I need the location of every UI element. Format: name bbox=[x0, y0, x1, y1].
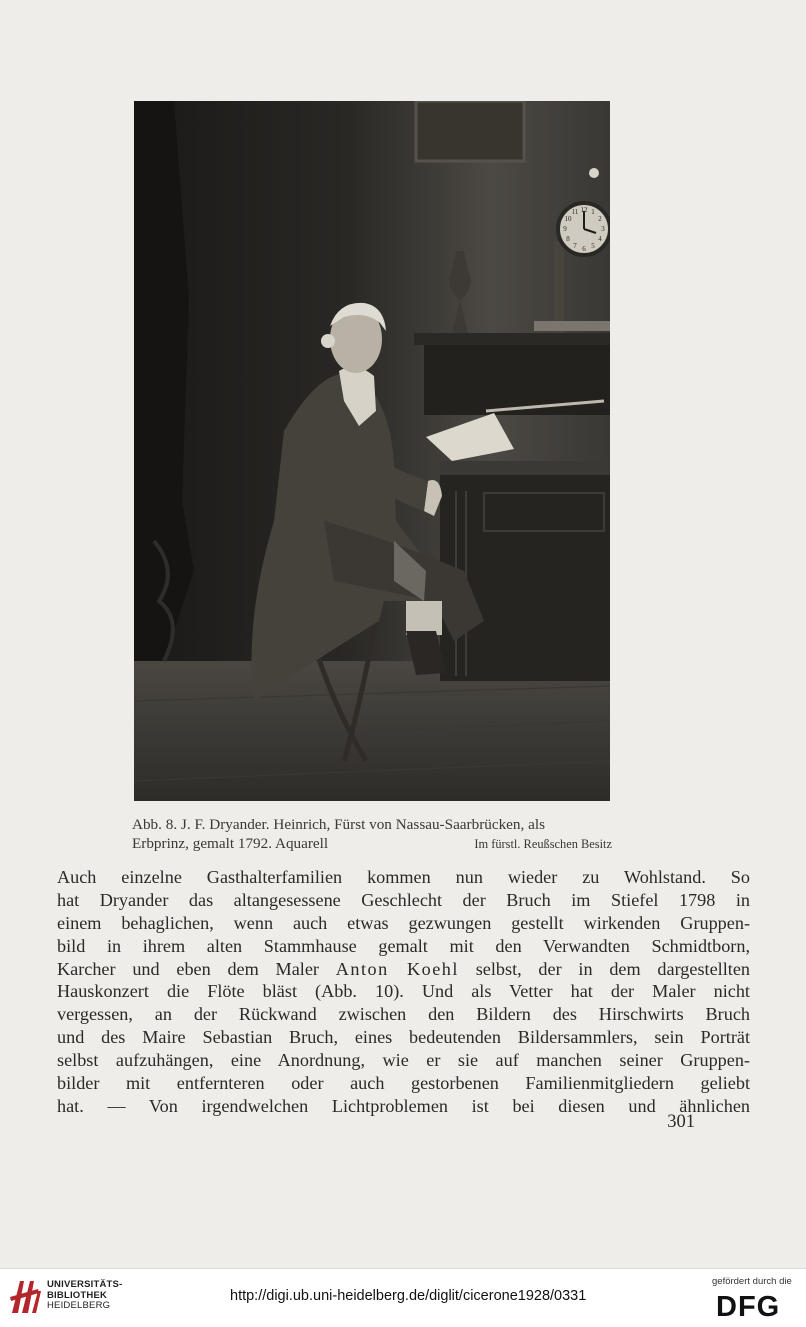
clock-numeral: 4 bbox=[598, 235, 602, 243]
text-line: und des Maire Sebastian Bruch, eines bedeutenden Bildersammlers, sein Porträt bbox=[57, 1027, 750, 1048]
text-line: hat Dryander das altangesessene Geschlecht der Bruch im Stiefel 1798 in bbox=[57, 889, 750, 910]
funder-label: gefördert durch die bbox=[712, 1276, 792, 1287]
text-run: selbst, der in dem dargestellten bbox=[475, 958, 750, 979]
library-name bbox=[47, 1280, 122, 1312]
clock-numeral: 12 bbox=[580, 206, 588, 214]
permalink-url[interactable]: http://digi.ub.uni-heidelberg.de/diglit/cicerone1928/0331 bbox=[230, 1288, 587, 1304]
clock-numeral: 3 bbox=[601, 225, 605, 233]
clock-numeral: 1 bbox=[591, 208, 595, 216]
artist-name: Anton Koehl bbox=[335, 958, 459, 979]
dfg-logo-icon bbox=[716, 1291, 796, 1319]
text-line bbox=[57, 958, 750, 981]
text-line: selbst aufzuhängen, eine Anordnung, wie er sie auf manchen seiner Gruppen- bbox=[57, 1050, 750, 1071]
library-name-line: HEIDELBERG bbox=[47, 1300, 111, 1311]
fireplace bbox=[424, 345, 610, 415]
wall-picture bbox=[416, 101, 524, 161]
clock-numeral: 2 bbox=[598, 215, 602, 223]
clock-numeral: 11 bbox=[571, 208, 579, 216]
portrait-plate bbox=[134, 101, 610, 801]
text-run: Karcher und eben dem Maler bbox=[57, 958, 319, 979]
caption-line: Erbprinz, gemalt 1792. Aquarell bbox=[132, 834, 329, 852]
caption-line: Abb. 8. J. F. Dryander. Heinrich, Fürst von Nassau-Saarbrücken, als bbox=[132, 816, 545, 833]
clock-numeral: 7 bbox=[573, 242, 577, 250]
library-name-line: BIBLIOTHEK bbox=[47, 1289, 108, 1301]
text-line: Hauskonzert die Flöte bläst (Abb. 10). Und als Vetter hat der Maler nicht bbox=[57, 981, 750, 1002]
fireplace-mantel bbox=[414, 333, 610, 345]
text-line: bilder mit entfernteren oder auch gestorbenen Familienmitgliedern geliebt bbox=[57, 1073, 750, 1094]
caption-credit: Im fürstl. Reußschen Besitz bbox=[474, 836, 612, 851]
viewer-footer bbox=[0, 1268, 806, 1327]
text-line: bild in ihrem alten Stammhause gemalt mit den Verwandten Schmidtborn, bbox=[57, 935, 750, 956]
clock-numeral: 5 bbox=[591, 242, 595, 250]
text-line: vergessen, an der Rückwand zwischen den Bildern des Hirschwirts Bruch bbox=[57, 1004, 750, 1025]
portrait-illustration bbox=[134, 101, 610, 801]
text-line: hat. — Von irgendwelchen Lichtproblemen ist bei diesen und ähnlichen bbox=[57, 1095, 750, 1116]
clock-numeral: 9 bbox=[563, 225, 567, 233]
clock-numeral: 10 bbox=[564, 215, 572, 223]
clock-column bbox=[554, 241, 564, 333]
page-number: 301 bbox=[667, 1112, 695, 1132]
library-logo-icon bbox=[8, 1277, 42, 1317]
text-line: Auch einzelne Gasthalterfamilien kommen nun wieder zu Wohlstand. So bbox=[57, 867, 750, 887]
body-paragraph bbox=[57, 866, 750, 1118]
dfg-logo-text: DFG bbox=[716, 1291, 781, 1319]
clock-numeral: 6 bbox=[582, 245, 586, 253]
clock-numeral: 8 bbox=[566, 235, 570, 243]
figure-caption bbox=[132, 816, 612, 853]
library-name-line: UNIVERSITÄTS- bbox=[47, 1279, 123, 1290]
text-line: einem behaglichen, wenn auch etwas gezwungen gestellt wirkenden Gruppen- bbox=[57, 912, 750, 933]
